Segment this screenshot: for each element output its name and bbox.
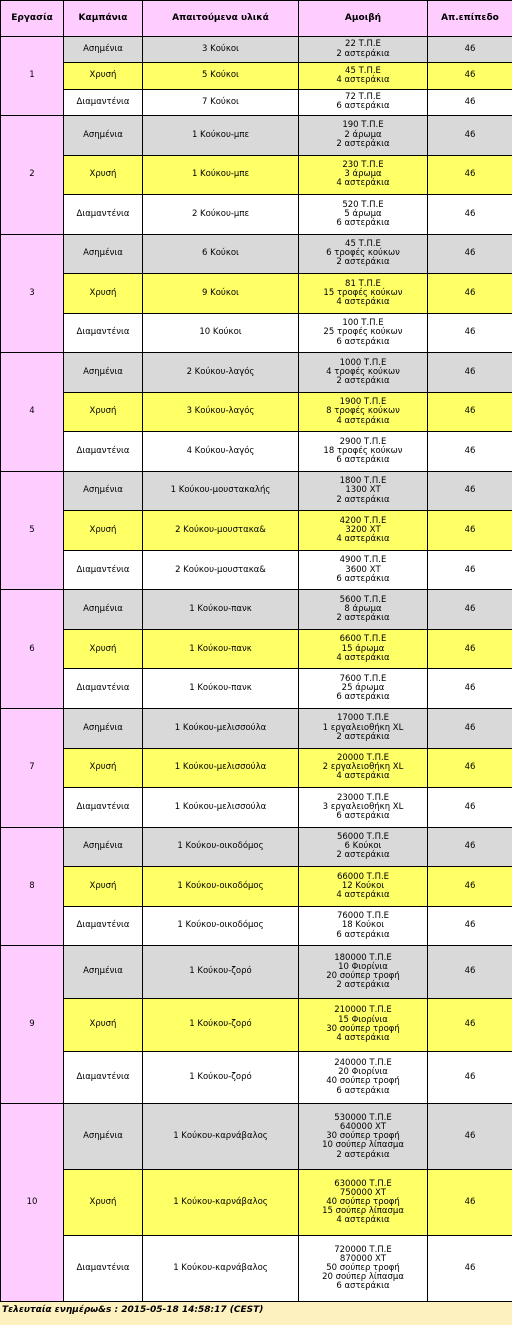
materials-cell: 1 Κούκου-πανκ — [143, 590, 299, 630]
reward-line: 20 σούπερ τροφή — [326, 971, 400, 982]
task-1-silver-row — [1, 37, 512, 63]
reward-line: 8 άρωμα — [344, 604, 382, 615]
reward-cell — [299, 748, 428, 788]
header-task: Εργασία — [1, 1, 64, 37]
task-2-gold-row — [1, 155, 512, 195]
materials-cell: 1 Κούκου-οικοδόμος — [143, 867, 299, 907]
reward-line: 4 αστεράκια — [336, 1215, 390, 1226]
campaign-cell: Χρυσή — [64, 867, 143, 907]
materials-cell: 1 Κούκου-πανκ — [143, 669, 299, 709]
campaign-cell: Χρυσή — [64, 63, 143, 89]
task-10-gold-row — [1, 1170, 512, 1236]
campaign-cell: Χρυσή — [64, 998, 143, 1051]
reward-cell — [299, 946, 428, 999]
task-number: 4 — [1, 353, 64, 472]
reward-line: 2 αστεράκια — [336, 1149, 390, 1160]
materials-cell: 1 Κούκου-ζορό — [143, 998, 299, 1051]
reward-cell — [299, 274, 428, 314]
reward-cell — [299, 669, 428, 709]
campaign-cell: Ασημένια — [64, 827, 143, 867]
reward-cell — [299, 234, 428, 274]
reward-cell — [299, 195, 428, 235]
reward-line: 2 άρωμα — [344, 129, 382, 140]
reward-line: 6 αστεράκια — [336, 336, 390, 347]
task-number: 3 — [1, 234, 64, 353]
reward-line: 50 σούπερ τροφή — [326, 1262, 400, 1273]
level-cell: 46 — [428, 155, 512, 195]
level-cell: 46 — [428, 1236, 512, 1302]
reward-cell — [299, 1170, 428, 1236]
reward-line: 6 αστεράκια — [336, 573, 390, 584]
level-cell: 46 — [428, 432, 512, 472]
reward-line: 6 Κούκοι — [344, 841, 382, 852]
reward-cell — [299, 353, 428, 393]
reward-line: 4 αστεράκια — [336, 415, 390, 426]
reward-line: 12 Κούκοι — [341, 880, 385, 891]
task-number: 6 — [1, 590, 64, 709]
reward-line: 5 άρωμα — [344, 208, 382, 219]
reward-line: 4 αστεράκια — [336, 75, 390, 86]
campaign-cell: Ασημένια — [64, 709, 143, 749]
materials-cell: 1 Κούκου-μουστακαλής — [143, 471, 299, 511]
reward-line: 81 Τ.Π.Ε — [345, 278, 381, 289]
materials-cell: 4 Κούκου-λαγός — [143, 432, 299, 472]
reward-line: 15 τροφές κούκων — [323, 287, 403, 298]
campaign-cell: Ασημένια — [64, 946, 143, 999]
materials-cell: 1 Κούκου-οικοδόμος — [143, 906, 299, 946]
campaign-cell: Ασημένια — [64, 353, 143, 393]
reward-line: 25 άρωμα — [341, 683, 385, 694]
reward-cell — [299, 471, 428, 511]
reward-line: 1000 Τ.Π.Ε — [339, 357, 387, 368]
reward-cell — [299, 432, 428, 472]
task-8-silver-row — [1, 827, 512, 867]
reward-line: 6 αστεράκια — [336, 455, 390, 466]
reward-line: 6 αστεράκια — [336, 810, 390, 821]
header-reward: Αμοιβή — [299, 1, 428, 37]
reward-line: 20000 Τ.Π.Ε — [336, 752, 390, 763]
level-cell: 46 — [428, 353, 512, 393]
task-number: 7 — [1, 709, 64, 828]
level-cell: 46 — [428, 748, 512, 788]
level-cell: 46 — [428, 37, 512, 63]
level-cell: 46 — [428, 998, 512, 1051]
reward-line: 1800 Τ.Π.Ε — [339, 476, 387, 487]
reward-line: 20 Φιορίνια — [338, 1067, 388, 1078]
reward-line: 6 αστεράκια — [336, 929, 390, 940]
materials-cell: 1 Κούκου-μπε — [143, 116, 299, 156]
materials-cell: 1 Κούκου-μπε — [143, 155, 299, 195]
materials-cell: 1 Κούκου-μελισσούλα — [143, 748, 299, 788]
reward-line: 40 σούπερ τροφή — [326, 1076, 400, 1087]
reward-line: 15 Φιορίνια — [338, 1014, 388, 1025]
reward-cell — [299, 313, 428, 353]
reward-line: 2 αστεράκια — [336, 376, 390, 387]
task-2-silver-row — [1, 116, 512, 156]
level-cell: 46 — [428, 274, 512, 314]
materials-cell: 3 Κούκοι — [143, 37, 299, 63]
reward-line: 190 Τ.Π.Ε — [342, 120, 384, 131]
header-level: Απ.επίπεδο — [428, 1, 512, 37]
reward-line: 8 τροφές κούκων — [326, 406, 400, 417]
level-cell: 46 — [428, 1051, 512, 1104]
reward-line: 4 αστεράκια — [336, 1032, 390, 1043]
task-1-diamond-row — [1, 89, 512, 115]
campaign-cell: Διαμαντένια — [64, 432, 143, 472]
level-cell: 46 — [428, 511, 512, 551]
level-cell: 46 — [428, 195, 512, 235]
reward-line: 3 εργαλειοθήκη XL — [322, 801, 404, 812]
reward-cell — [299, 155, 428, 195]
reward-line: 72 Τ.Π.Ε — [345, 92, 381, 103]
reward-line: 15 σούπερ λίπασμα — [322, 1206, 404, 1217]
reward-cell — [299, 511, 428, 551]
materials-cell: 3 Κούκου-λαγός — [143, 392, 299, 432]
reward-line: 630000 Τ.Π.Ε — [334, 1178, 392, 1189]
reward-line: 6 αστεράκια — [336, 217, 390, 228]
reward-line: 4 αστεράκια — [336, 534, 390, 545]
reward-cell — [299, 89, 428, 115]
level-cell: 46 — [428, 1170, 512, 1236]
reward-line: 3200 ΧΤ — [345, 525, 381, 535]
reward-cell — [299, 116, 428, 156]
reward-cell — [299, 788, 428, 828]
reward-line: 17000 Τ.Π.Ε — [336, 713, 390, 724]
campaign-cell: Διαμαντένια — [64, 313, 143, 353]
level-cell: 46 — [428, 313, 512, 353]
reward-line: 40 σούπερ τροφή — [326, 1197, 400, 1207]
task-10-silver-row — [1, 1104, 512, 1170]
reward-line: 2 αστεράκια — [336, 980, 390, 991]
task-8-gold-row — [1, 867, 512, 907]
campaign-cell: Διαμαντένια — [64, 1051, 143, 1104]
reward-line: 2 αστεράκια — [336, 850, 390, 861]
campaign-cell: Διαμαντένια — [64, 906, 143, 946]
task-6-diamond-row — [1, 669, 512, 709]
reward-line: 240000 Τ.Π.Ε — [334, 1058, 392, 1069]
task-4-gold-row — [1, 392, 512, 432]
reward-cell — [299, 1051, 428, 1104]
task-1-gold-row — [1, 63, 512, 89]
level-cell: 46 — [428, 1104, 512, 1170]
reward-line: 18 Κούκοι — [341, 920, 385, 931]
campaign-cell: Διαμαντένια — [64, 550, 143, 590]
level-cell: 46 — [428, 89, 512, 115]
campaign-cell: Διαμαντένια — [64, 195, 143, 235]
reward-line: 3600 ΧΤ — [345, 564, 381, 575]
reward-cell — [299, 550, 428, 590]
materials-cell: 2 Κούκου-μουστακα& — [143, 550, 299, 590]
materials-cell: 1 Κούκου-μελισσούλα — [143, 709, 299, 749]
campaign-cell: Χρυσή — [64, 1170, 143, 1236]
materials-cell: 1 Κούκου-ζορό — [143, 1051, 299, 1104]
reward-line: 10 σούπερ λίπασμα — [322, 1140, 404, 1151]
reward-line: 1 εργαλειοθήκη XL — [322, 722, 404, 733]
reward-line: 4 τροφές κούκων — [326, 366, 400, 377]
task-6-gold-row — [1, 629, 512, 669]
task-6-silver-row — [1, 590, 512, 630]
reward-cell — [299, 1236, 428, 1302]
reward-line: 2900 Τ.Π.Ε — [339, 436, 387, 447]
reward-cell — [299, 827, 428, 867]
last-updated: Τελευταία ενημέρω&s : 2015-05-18 14:58:17 (CEST) — [2, 1305, 264, 1315]
materials-cell: 6 Κούκοι — [143, 234, 299, 274]
level-cell: 46 — [428, 234, 512, 274]
task-5-diamond-row — [1, 550, 512, 590]
task-9-gold-row — [1, 998, 512, 1051]
materials-cell: 1 Κούκου-πανκ — [143, 629, 299, 669]
reward-line: 720000 Τ.Π.Ε — [334, 1244, 392, 1255]
header-row — [1, 1, 512, 37]
reward-line: 4200 Τ.Π.Ε — [339, 515, 387, 526]
reward-line: 6 αστεράκια — [336, 1085, 390, 1096]
reward-line: 2 αστεράκια — [336, 138, 390, 149]
reward-line: 4 αστεράκια — [336, 652, 390, 663]
reward-line: 180000 Τ.Π.Ε — [334, 952, 392, 963]
campaign-cell: Ασημένια — [64, 1104, 143, 1170]
reward-line: 30 σούπερ τροφή — [326, 1023, 400, 1034]
reward-line: 1300 ΧΤ — [345, 485, 381, 496]
reward-line: 45 Τ.Π.Ε — [345, 239, 381, 250]
campaign-cell: Χρυσή — [64, 629, 143, 669]
task-3-gold-row — [1, 274, 512, 314]
campaign-cell: Ασημένια — [64, 234, 143, 274]
reward-line: 22 Τ.Π.Ε — [345, 39, 381, 50]
task-8-diamond-row — [1, 906, 512, 946]
campaign-cell: Ασημένια — [64, 37, 143, 63]
level-cell: 46 — [428, 709, 512, 749]
tasks-body — [1, 37, 512, 1302]
reward-line: 530000 Τ.Π.Ε — [334, 1112, 392, 1123]
campaign-cell: Χρυσή — [64, 392, 143, 432]
materials-cell: 1 Κούκου-καρνάβαλος — [143, 1236, 299, 1302]
reward-line: 4 αστεράκια — [336, 178, 390, 189]
task-number: 8 — [1, 827, 64, 946]
reward-line: 2 αστεράκια — [336, 613, 390, 624]
level-cell: 46 — [428, 550, 512, 590]
campaign-cell: Χρυσή — [64, 155, 143, 195]
task-3-diamond-row — [1, 313, 512, 353]
task-7-diamond-row — [1, 788, 512, 828]
reward-cell — [299, 63, 428, 89]
reward-line: 870000 ΧΤ — [339, 1253, 387, 1264]
task-number: 9 — [1, 946, 64, 1104]
task-number: 2 — [1, 116, 64, 235]
reward-line: 30 σούπερ τροφή — [326, 1131, 400, 1142]
reward-line: 10 Φιορίνια — [338, 961, 388, 972]
reward-line: 2 αστεράκια — [336, 494, 390, 505]
reward-line: 25 τροφές κούκων — [323, 327, 403, 338]
reward-cell — [299, 392, 428, 432]
campaign-cell: Χρυσή — [64, 274, 143, 314]
reward-line: 520 Τ.Π.Ε — [342, 199, 384, 210]
campaign-cell: Χρυσή — [64, 511, 143, 551]
level-cell: 46 — [428, 590, 512, 630]
materials-cell: 1 Κούκου-καρνάβαλος — [143, 1104, 299, 1170]
reward-line: 4 αστεράκια — [336, 771, 390, 782]
reward-line: 2 αστεράκια — [336, 731, 390, 742]
level-cell: 46 — [428, 629, 512, 669]
task-9-diamond-row — [1, 1051, 512, 1104]
task-number: 5 — [1, 471, 64, 590]
task-4-diamond-row — [1, 432, 512, 472]
campaign-cell: Διαμαντένια — [64, 1236, 143, 1302]
reward-line: 18 τροφές κούκων — [323, 445, 403, 456]
reward-line: 45 Τ.Π.Ε — [345, 65, 381, 76]
reward-line: 5600 Τ.Π.Ε — [339, 594, 387, 605]
reward-line: 640000 ΧΤ — [339, 1121, 387, 1132]
reward-line: 750000 ΧΤ — [339, 1187, 387, 1198]
task-number: 10 — [1, 1104, 64, 1302]
task-5-gold-row — [1, 511, 512, 551]
task-9-silver-row — [1, 946, 512, 999]
campaign-cell: Διαμαντένια — [64, 89, 143, 115]
materials-cell: 7 Κούκοι — [143, 89, 299, 115]
level-cell: 46 — [428, 867, 512, 907]
materials-cell: 1 Κούκου-οικοδόμος — [143, 827, 299, 867]
level-cell: 46 — [428, 788, 512, 828]
reward-line: 2 αστεράκια — [336, 257, 390, 268]
reward-line: 2 εργαλειοθήκη XL — [322, 762, 404, 773]
materials-cell: 5 Κούκοι — [143, 63, 299, 89]
reward-line: 1900 Τ.Π.Ε — [339, 397, 387, 408]
reward-line: 66000 Τ.Π.Ε — [336, 871, 390, 882]
reward-line: 6600 Τ.Π.Ε — [339, 634, 387, 645]
reward-line: 7600 Τ.Π.Ε — [339, 673, 387, 684]
task-4-silver-row — [1, 353, 512, 393]
materials-cell: 9 Κούκοι — [143, 274, 299, 314]
level-cell: 46 — [428, 906, 512, 946]
reward-line: 15 άρωμα — [341, 643, 385, 654]
reward-line: 76000 Τ.Π.Ε — [336, 911, 390, 922]
reward-cell — [299, 1104, 428, 1170]
reward-line: 100 Τ.Π.Ε — [342, 318, 384, 329]
reward-cell — [299, 709, 428, 749]
materials-cell: 10 Κούκοι — [143, 313, 299, 353]
reward-line: 2 αστεράκια — [336, 48, 390, 59]
reward-cell — [299, 867, 428, 907]
reward-line: 56000 Τ.Π.Ε — [336, 832, 390, 843]
reward-line: 6 τροφές κούκων — [326, 248, 400, 259]
task-5-silver-row — [1, 471, 512, 511]
reward-line: 3 άρωμα — [344, 169, 382, 180]
reward-line: 20 σούπερ λίπασμα — [322, 1272, 404, 1283]
reward-cell — [299, 590, 428, 630]
reward-line: 6 αστεράκια — [336, 1281, 390, 1292]
materials-cell: 1 Κούκου-ζορό — [143, 946, 299, 999]
materials-cell: 2 Κούκου-μπε — [143, 195, 299, 235]
reward-line: 6 αστεράκια — [336, 101, 390, 112]
campaign-cell: Ασημένια — [64, 590, 143, 630]
campaign-cell: Διαμαντένια — [64, 669, 143, 709]
reward-line: 4 αστεράκια — [336, 889, 390, 900]
materials-cell: 1 Κούκου-καρνάβαλος — [143, 1170, 299, 1236]
reward-line: 4 αστεράκια — [336, 297, 390, 308]
materials-cell: 1 Κούκου-μελισσούλα — [143, 788, 299, 828]
materials-cell: 2 Κούκου-λαγός — [143, 353, 299, 393]
reward-line: 4900 Τ.Π.Ε — [339, 555, 387, 566]
reward-cell — [299, 998, 428, 1051]
reward-cell — [299, 37, 428, 63]
campaign-cell: Ασημένια — [64, 116, 143, 156]
reward-line: 6 αστεράκια — [336, 692, 390, 703]
level-cell: 46 — [428, 116, 512, 156]
campaign-cell: Ασημένια — [64, 471, 143, 511]
level-cell: 46 — [428, 827, 512, 867]
task-2-diamond-row — [1, 195, 512, 235]
reward-cell — [299, 629, 428, 669]
materials-cell: 2 Κούκου-μουστακα& — [143, 511, 299, 551]
reward-line: 23000 Τ.Π.Ε — [336, 792, 390, 803]
reward-line: 210000 Τ.Π.Ε — [334, 1005, 392, 1016]
task-7-gold-row — [1, 748, 512, 788]
task-3-silver-row — [1, 234, 512, 274]
task-number: 1 — [1, 37, 64, 116]
level-cell: 46 — [428, 63, 512, 89]
level-cell: 46 — [428, 946, 512, 999]
task-10-diamond-row — [1, 1236, 512, 1302]
task-7-silver-row — [1, 709, 512, 749]
reward-line: 230 Τ.Π.Ε — [342, 160, 384, 171]
header-campaign: Καμπάνια — [64, 1, 143, 37]
level-cell: 46 — [428, 669, 512, 709]
reward-cell — [299, 906, 428, 946]
campaign-cell: Χρυσή — [64, 748, 143, 788]
level-cell: 46 — [428, 392, 512, 432]
campaign-cell: Διαμαντένια — [64, 788, 143, 828]
header-materials: Απαιτούμενα υλικά — [143, 1, 299, 37]
level-cell: 46 — [428, 471, 512, 511]
